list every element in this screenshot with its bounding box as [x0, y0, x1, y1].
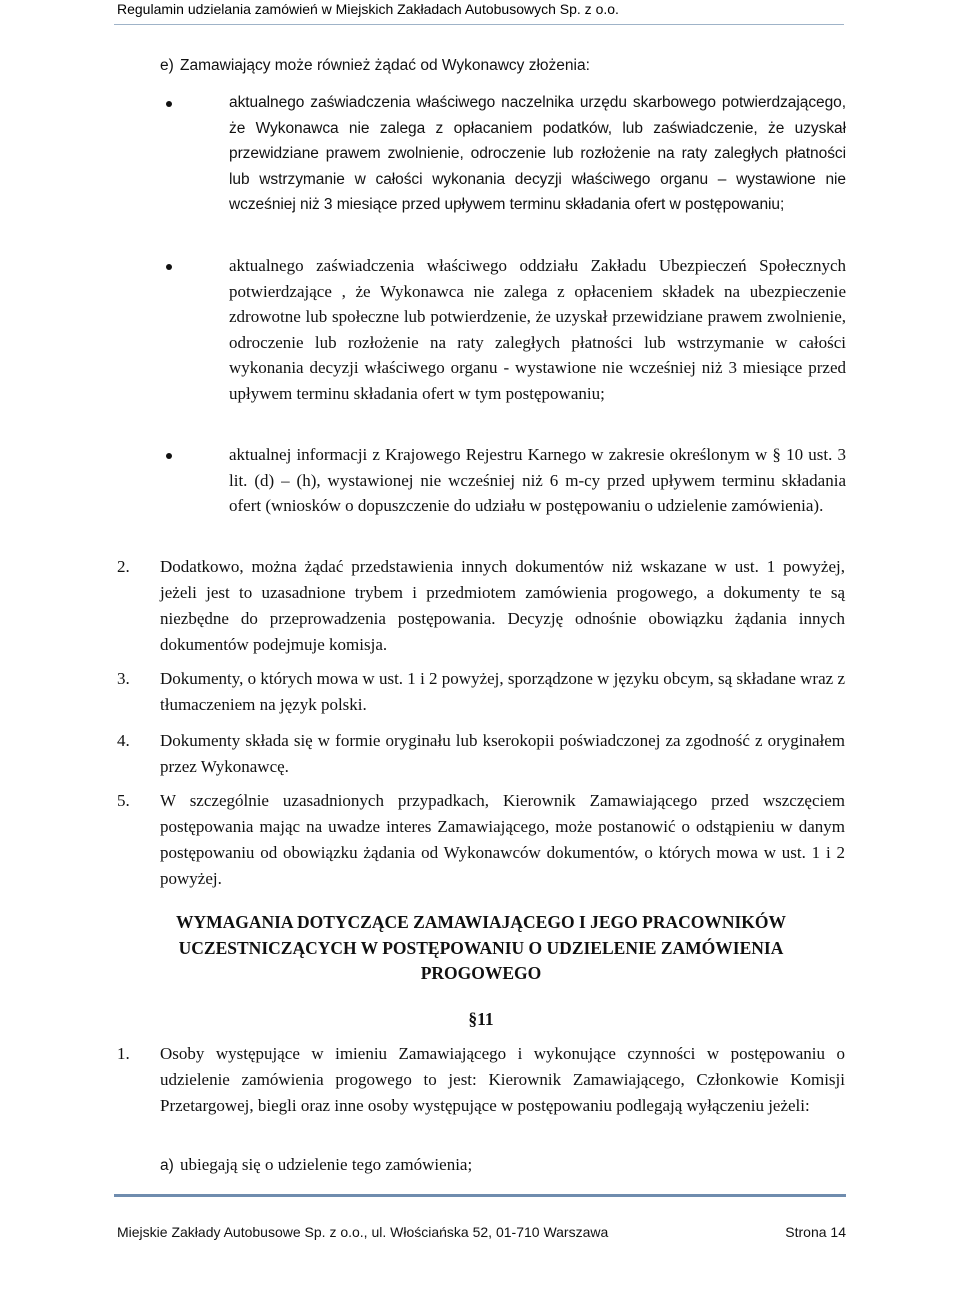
- numbered-item-2: [117, 554, 845, 658]
- page-number: Strona 14: [785, 1224, 846, 1240]
- item-text: W szczególnie uzasadnionych przypadkach, Kierownik Zamawiającego przed wszczęciem postępowania mając na uwadze interes Zamawiającego, może postanowić o odstąpieniu w danym postępowaniu od obowiązku żądania od Wykonawców dokumentów, o których mowa w ust. 1 i 2 powyżej.: [160, 791, 845, 888]
- item-number: 5.: [117, 791, 130, 810]
- numbered-item-3: [117, 666, 845, 718]
- item-text: ubiegają się o udzielenie tego zamówienia;: [180, 1155, 473, 1174]
- bullet-icon: [166, 101, 172, 107]
- footer-divider: [114, 1194, 846, 1197]
- item-text: Dokumenty składa się w formie oryginału lub kserokopii poświadczonej za zgodność z oryginałem przez Wykonawcę.: [160, 731, 845, 776]
- footer-company-address: Miejskie Zakłady Autobusowe Sp. z o.o., ul. Włościańska 52, 01-710 Warszawa: [117, 1224, 609, 1240]
- item-number: 4.: [117, 731, 130, 750]
- bullet-icon: [166, 453, 172, 459]
- item-number: 2.: [117, 557, 130, 576]
- item-number: 3.: [117, 669, 130, 688]
- item-letter: a): [160, 1157, 174, 1174]
- list-item-a: [160, 1155, 472, 1176]
- numbered-item-4: [117, 728, 845, 780]
- bullet-text: aktualnej informacji z Krajowego Rejestru Karnego w zakresie określonym w § 10 ust. 3 lit. (d) – (h), wystawionej nie wcześniej niż 6 m-cy przed upływem terminu składania ofert (wniosków o dopuszczenie do udziału w postępowaniu o udzielenie zamówienia).: [229, 445, 846, 515]
- header-divider: [114, 24, 844, 25]
- item-text: Osoby występujące w imieniu Zamawiającego i wykonujące czynności w postępowaniu o udzielenie zamówienia progowego to jest: Kierownik Zamawiającego, Członkowie Komisji Przetargowej, biegli oraz inne osoby występujące w postępowaniu podlegają wyłączeniu jeżeli:: [160, 1044, 845, 1115]
- item-text: Zamawiający może również żądać od Wykonawcy złożenia:: [180, 57, 590, 74]
- numbered-item-1: [117, 1041, 845, 1119]
- item-text: Dodatkowo, można żądać przedstawienia innych dokumentów niż wskazane w ust. 1 powyżej, jeżeli jest to uzasadnione trybem i przedmiotem zamówienia progowego, a dokumenty te są niezbędne do przeprowadzenia postępowania. Decyzję odnośnie obowiązku żądania innych dokumentów podejmuje komisja.: [160, 557, 845, 654]
- bullet-text: aktualnego zaświadczenia właściwego naczelnika urzędu skarbowego potwierdzającego, że Wykonawca nie zalega z opłacaniem podatków, lub zaświadczenie, że uzyskał przewidziane prawem zwolnienie, odroczenie lub rozłożenie na raty zaległych płatności lub wstrzymanie w całości wykonania decyzji właściwego organu – wystawione nie wcześniej niż 3 miesiące przed upływem terminu składania ofert w postępowaniu;: [229, 94, 846, 213]
- running-header: Regulamin udzielania zamówień w Miejskich Zakładach Autobusowych Sp. z o.o.: [117, 1, 619, 17]
- list-item-e: [160, 56, 590, 76]
- numbered-item-5: [117, 788, 845, 892]
- bullet-text: aktualnego zaświadczenia właściwego oddziału Zakładu Ubezpieczeń Społecznych potwierdzające , że Wykonawca nie zalega z opłaceniem składek na ubezpieczenie zdrowotne lub społeczne lub potwierdzenie, że uzyskał przewidziane prawem zwolnienie, odroczenie lub rozłożenie na raty zaległych płatności lub wstrzymanie w całości wykonania decyzji właściwego organu - wystawione nie wcześniej niż 3 miesiące przed upływem terminu składania ofert w tym postępowaniu;: [229, 256, 846, 403]
- item-number: 1.: [117, 1044, 130, 1063]
- section-heading: WYMAGANIA DOTYCZĄCE ZAMAWIAJĄCEGO I JEGO PRACOWNIKÓW UCZESTNICZĄCYCH W POSTĘPOWANIU O UDZIELENIE ZAMÓWIENIA PROGOWEGO: [175, 912, 787, 983]
- item-letter: e): [160, 57, 174, 74]
- section-number: §11: [468, 1009, 494, 1029]
- item-text: Dokumenty, o których mowa w ust. 1 i 2 powyżej, sporządzone w języku obcym, są składane wraz z tłumaczeniem na język polski.: [160, 669, 845, 714]
- bullet-icon: [166, 264, 172, 270]
